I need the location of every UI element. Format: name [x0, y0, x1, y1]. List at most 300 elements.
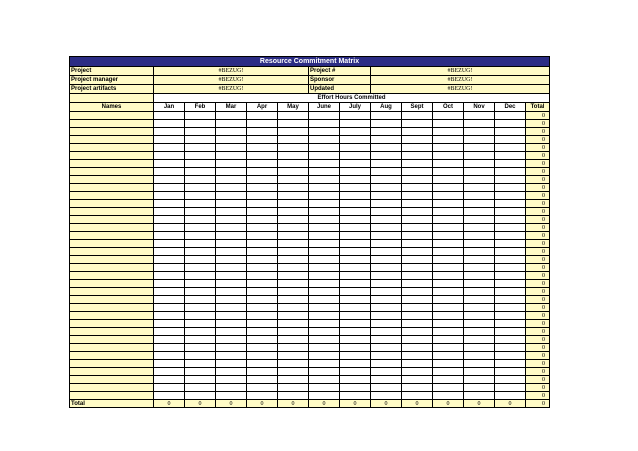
hours-cell[interactable]: [185, 296, 216, 304]
hours-cell[interactable]: [371, 208, 402, 216]
hours-cell[interactable]: [495, 120, 526, 128]
hours-cell[interactable]: [216, 128, 247, 136]
hours-cell[interactable]: [402, 360, 433, 368]
resource-name-cell[interactable]: [70, 288, 154, 296]
hours-cell[interactable]: [464, 360, 495, 368]
hours-cell[interactable]: [495, 272, 526, 280]
hours-cell[interactable]: [433, 248, 464, 256]
hours-cell[interactable]: [495, 152, 526, 160]
hours-cell[interactable]: [247, 152, 278, 160]
resource-name-cell[interactable]: [70, 176, 154, 184]
hours-cell[interactable]: [371, 328, 402, 336]
hours-cell[interactable]: [154, 304, 185, 312]
hours-cell[interactable]: [154, 368, 185, 376]
hours-cell[interactable]: [371, 272, 402, 280]
hours-cell[interactable]: [371, 200, 402, 208]
hours-cell[interactable]: [185, 128, 216, 136]
hours-cell[interactable]: [154, 280, 185, 288]
hours-cell[interactable]: [278, 304, 309, 312]
hours-cell[interactable]: [216, 256, 247, 264]
hours-cell[interactable]: [402, 304, 433, 312]
hours-cell[interactable]: [433, 304, 464, 312]
hours-cell[interactable]: [464, 320, 495, 328]
hours-cell[interactable]: [371, 376, 402, 384]
hours-cell[interactable]: [247, 144, 278, 152]
hours-cell[interactable]: [185, 264, 216, 272]
hours-cell[interactable]: [278, 200, 309, 208]
hours-cell[interactable]: [247, 288, 278, 296]
hours-cell[interactable]: [340, 112, 371, 120]
hours-cell[interactable]: [371, 248, 402, 256]
hours-cell[interactable]: [247, 296, 278, 304]
hours-cell[interactable]: [340, 352, 371, 360]
hours-cell[interactable]: [340, 264, 371, 272]
hours-cell[interactable]: [433, 224, 464, 232]
resource-name-cell[interactable]: [70, 224, 154, 232]
hours-cell[interactable]: [247, 256, 278, 264]
hours-cell[interactable]: [216, 216, 247, 224]
hours-cell[interactable]: [371, 368, 402, 376]
hours-cell[interactable]: [433, 296, 464, 304]
hours-cell[interactable]: [185, 280, 216, 288]
hours-cell[interactable]: [340, 128, 371, 136]
hours-cell[interactable]: [309, 328, 340, 336]
updated-value[interactable]: #BEZUG!: [371, 85, 550, 94]
hours-cell[interactable]: [402, 336, 433, 344]
hours-cell[interactable]: [309, 176, 340, 184]
hours-cell[interactable]: [402, 200, 433, 208]
hours-cell[interactable]: [247, 384, 278, 392]
hours-cell[interactable]: [340, 144, 371, 152]
hours-cell[interactable]: [309, 136, 340, 144]
hours-cell[interactable]: [340, 288, 371, 296]
hours-cell[interactable]: [185, 304, 216, 312]
hours-cell[interactable]: [433, 272, 464, 280]
hours-cell[interactable]: [278, 176, 309, 184]
hours-cell[interactable]: [464, 376, 495, 384]
hours-cell[interactable]: [247, 376, 278, 384]
hours-cell[interactable]: [433, 320, 464, 328]
hours-cell[interactable]: [402, 280, 433, 288]
hours-cell[interactable]: [464, 304, 495, 312]
hours-cell[interactable]: [247, 368, 278, 376]
resource-name-cell[interactable]: [70, 296, 154, 304]
hours-cell[interactable]: [402, 136, 433, 144]
hours-cell[interactable]: [278, 240, 309, 248]
hours-cell[interactable]: [278, 248, 309, 256]
hours-cell[interactable]: [340, 296, 371, 304]
hours-cell[interactable]: [433, 376, 464, 384]
hours-cell[interactable]: [433, 240, 464, 248]
hours-cell[interactable]: [247, 200, 278, 208]
hours-cell[interactable]: [247, 360, 278, 368]
hours-cell[interactable]: [278, 264, 309, 272]
hours-cell[interactable]: [495, 232, 526, 240]
hours-cell[interactable]: [309, 192, 340, 200]
hours-cell[interactable]: [278, 328, 309, 336]
hours-cell[interactable]: [402, 144, 433, 152]
hours-cell[interactable]: [278, 136, 309, 144]
hours-cell[interactable]: [495, 352, 526, 360]
hours-cell[interactable]: [433, 208, 464, 216]
hours-cell[interactable]: [247, 192, 278, 200]
hours-cell[interactable]: [402, 328, 433, 336]
hours-cell[interactable]: [278, 232, 309, 240]
hours-cell[interactable]: [216, 352, 247, 360]
hours-cell[interactable]: [154, 320, 185, 328]
hours-cell[interactable]: [340, 208, 371, 216]
hours-cell[interactable]: [247, 280, 278, 288]
hours-cell[interactable]: [340, 136, 371, 144]
hours-cell[interactable]: [309, 304, 340, 312]
hours-cell[interactable]: [309, 360, 340, 368]
hours-cell[interactable]: [340, 160, 371, 168]
hours-cell[interactable]: [464, 288, 495, 296]
hours-cell[interactable]: [371, 160, 402, 168]
hours-cell[interactable]: [464, 176, 495, 184]
hours-cell[interactable]: [433, 136, 464, 144]
resource-name-cell[interactable]: [70, 200, 154, 208]
hours-cell[interactable]: [309, 248, 340, 256]
hours-cell[interactable]: [216, 192, 247, 200]
hours-cell[interactable]: [340, 216, 371, 224]
hours-cell[interactable]: [309, 336, 340, 344]
hours-cell[interactable]: [154, 256, 185, 264]
hours-cell[interactable]: [495, 376, 526, 384]
hours-cell[interactable]: [216, 224, 247, 232]
hours-cell[interactable]: [278, 208, 309, 216]
hours-cell[interactable]: [185, 216, 216, 224]
hours-cell[interactable]: [247, 128, 278, 136]
hours-cell[interactable]: [154, 192, 185, 200]
hours-cell[interactable]: [154, 152, 185, 160]
hours-cell[interactable]: [464, 136, 495, 144]
hours-cell[interactable]: [402, 296, 433, 304]
hours-cell[interactable]: [402, 232, 433, 240]
hours-cell[interactable]: [433, 192, 464, 200]
hours-cell[interactable]: [278, 272, 309, 280]
hours-cell[interactable]: [402, 152, 433, 160]
hours-cell[interactable]: [185, 248, 216, 256]
hours-cell[interactable]: [371, 168, 402, 176]
hours-cell[interactable]: [309, 368, 340, 376]
hours-cell[interactable]: [402, 224, 433, 232]
hours-cell[interactable]: [185, 368, 216, 376]
hours-cell[interactable]: [464, 224, 495, 232]
resource-name-cell[interactable]: [70, 160, 154, 168]
hours-cell[interactable]: [185, 112, 216, 120]
hours-cell[interactable]: [309, 184, 340, 192]
hours-cell[interactable]: [247, 136, 278, 144]
project-number-value[interactable]: #BEZUG!: [371, 67, 550, 76]
hours-cell[interactable]: [402, 352, 433, 360]
hours-cell[interactable]: [495, 368, 526, 376]
hours-cell[interactable]: [371, 112, 402, 120]
hours-cell[interactable]: [247, 224, 278, 232]
hours-cell[interactable]: [216, 160, 247, 168]
hours-cell[interactable]: [402, 216, 433, 224]
hours-cell[interactable]: [185, 152, 216, 160]
hours-cell[interactable]: [371, 360, 402, 368]
hours-cell[interactable]: [247, 248, 278, 256]
hours-cell[interactable]: [154, 120, 185, 128]
hours-cell[interactable]: [247, 320, 278, 328]
hours-cell[interactable]: [278, 152, 309, 160]
hours-cell[interactable]: [495, 184, 526, 192]
hours-cell[interactable]: [309, 384, 340, 392]
hours-cell[interactable]: [185, 144, 216, 152]
hours-cell[interactable]: [433, 112, 464, 120]
resource-name-cell[interactable]: [70, 168, 154, 176]
hours-cell[interactable]: [247, 176, 278, 184]
hours-cell[interactable]: [340, 152, 371, 160]
hours-cell[interactable]: [433, 176, 464, 184]
hours-cell[interactable]: [247, 392, 278, 400]
hours-cell[interactable]: [216, 376, 247, 384]
hours-cell[interactable]: [340, 392, 371, 400]
hours-cell[interactable]: [464, 200, 495, 208]
hours-cell[interactable]: [402, 184, 433, 192]
hours-cell[interactable]: [309, 312, 340, 320]
hours-cell[interactable]: [247, 112, 278, 120]
hours-cell[interactable]: [495, 208, 526, 216]
hours-cell[interactable]: [216, 200, 247, 208]
hours-cell[interactable]: [216, 152, 247, 160]
hours-cell[interactable]: [185, 168, 216, 176]
hours-cell[interactable]: [433, 384, 464, 392]
hours-cell[interactable]: [402, 112, 433, 120]
hours-cell[interactable]: [185, 384, 216, 392]
hours-cell[interactable]: [371, 288, 402, 296]
hours-cell[interactable]: [154, 160, 185, 168]
hours-cell[interactable]: [154, 376, 185, 384]
hours-cell[interactable]: [278, 312, 309, 320]
hours-cell[interactable]: [309, 256, 340, 264]
hours-cell[interactable]: [464, 328, 495, 336]
hours-cell[interactable]: [278, 256, 309, 264]
resource-name-cell[interactable]: [70, 320, 154, 328]
hours-cell[interactable]: [185, 256, 216, 264]
hours-cell[interactable]: [495, 312, 526, 320]
hours-cell[interactable]: [464, 160, 495, 168]
hours-cell[interactable]: [402, 160, 433, 168]
hours-cell[interactable]: [309, 376, 340, 384]
hours-cell[interactable]: [278, 160, 309, 168]
hours-cell[interactable]: [464, 248, 495, 256]
hours-cell[interactable]: [216, 168, 247, 176]
hours-cell[interactable]: [216, 240, 247, 248]
hours-cell[interactable]: [433, 312, 464, 320]
hours-cell[interactable]: [464, 296, 495, 304]
project-value[interactable]: #BEZUG!: [154, 67, 309, 76]
hours-cell[interactable]: [309, 168, 340, 176]
hours-cell[interactable]: [371, 344, 402, 352]
hours-cell[interactable]: [185, 376, 216, 384]
hours-cell[interactable]: [278, 320, 309, 328]
hours-cell[interactable]: [309, 288, 340, 296]
hours-cell[interactable]: [154, 328, 185, 336]
hours-cell[interactable]: [464, 216, 495, 224]
hours-cell[interactable]: [154, 352, 185, 360]
hours-cell[interactable]: [433, 128, 464, 136]
hours-cell[interactable]: [340, 360, 371, 368]
hours-cell[interactable]: [433, 368, 464, 376]
hours-cell[interactable]: [340, 304, 371, 312]
hours-cell[interactable]: [495, 392, 526, 400]
hours-cell[interactable]: [185, 192, 216, 200]
hours-cell[interactable]: [154, 136, 185, 144]
hours-cell[interactable]: [495, 296, 526, 304]
resource-name-cell[interactable]: [70, 352, 154, 360]
hours-cell[interactable]: [216, 112, 247, 120]
hours-cell[interactable]: [185, 208, 216, 216]
hours-cell[interactable]: [402, 256, 433, 264]
hours-cell[interactable]: [340, 368, 371, 376]
resource-name-cell[interactable]: [70, 336, 154, 344]
hours-cell[interactable]: [216, 360, 247, 368]
hours-cell[interactable]: [433, 216, 464, 224]
hours-cell[interactable]: [278, 280, 309, 288]
hours-cell[interactable]: [495, 176, 526, 184]
hours-cell[interactable]: [495, 304, 526, 312]
hours-cell[interactable]: [278, 336, 309, 344]
resource-name-cell[interactable]: [70, 144, 154, 152]
hours-cell[interactable]: [464, 368, 495, 376]
hours-cell[interactable]: [371, 152, 402, 160]
hours-cell[interactable]: [216, 368, 247, 376]
hours-cell[interactable]: [216, 384, 247, 392]
hours-cell[interactable]: [216, 176, 247, 184]
hours-cell[interactable]: [216, 232, 247, 240]
hours-cell[interactable]: [433, 392, 464, 400]
hours-cell[interactable]: [154, 112, 185, 120]
hours-cell[interactable]: [216, 136, 247, 144]
resource-name-cell[interactable]: [70, 248, 154, 256]
hours-cell[interactable]: [309, 232, 340, 240]
hours-cell[interactable]: [154, 296, 185, 304]
hours-cell[interactable]: [185, 360, 216, 368]
hours-cell[interactable]: [495, 256, 526, 264]
hours-cell[interactable]: [433, 232, 464, 240]
resource-name-cell[interactable]: [70, 280, 154, 288]
hours-cell[interactable]: [402, 368, 433, 376]
resource-name-cell[interactable]: [70, 312, 154, 320]
hours-cell[interactable]: [216, 120, 247, 128]
resource-name-cell[interactable]: [70, 272, 154, 280]
hours-cell[interactable]: [340, 120, 371, 128]
hours-cell[interactable]: [309, 392, 340, 400]
hours-cell[interactable]: [309, 280, 340, 288]
hours-cell[interactable]: [154, 336, 185, 344]
hours-cell[interactable]: [309, 144, 340, 152]
hours-cell[interactable]: [216, 328, 247, 336]
hours-cell[interactable]: [464, 184, 495, 192]
resource-name-cell[interactable]: [70, 128, 154, 136]
hours-cell[interactable]: [464, 336, 495, 344]
hours-cell[interactable]: [433, 288, 464, 296]
hours-cell[interactable]: [495, 160, 526, 168]
hours-cell[interactable]: [464, 256, 495, 264]
hours-cell[interactable]: [247, 208, 278, 216]
hours-cell[interactable]: [309, 160, 340, 168]
hours-cell[interactable]: [216, 264, 247, 272]
resource-name-cell[interactable]: [70, 232, 154, 240]
hours-cell[interactable]: [309, 320, 340, 328]
hours-cell[interactable]: [464, 392, 495, 400]
hours-cell[interactable]: [154, 264, 185, 272]
hours-cell[interactable]: [216, 296, 247, 304]
hours-cell[interactable]: [495, 216, 526, 224]
hours-cell[interactable]: [402, 128, 433, 136]
hours-cell[interactable]: [340, 344, 371, 352]
hours-cell[interactable]: [340, 256, 371, 264]
hours-cell[interactable]: [309, 128, 340, 136]
hours-cell[interactable]: [309, 216, 340, 224]
hours-cell[interactable]: [433, 144, 464, 152]
hours-cell[interactable]: [371, 392, 402, 400]
hours-cell[interactable]: [247, 272, 278, 280]
hours-cell[interactable]: [278, 128, 309, 136]
hours-cell[interactable]: [216, 344, 247, 352]
hours-cell[interactable]: [185, 336, 216, 344]
resource-name-cell[interactable]: [70, 264, 154, 272]
hours-cell[interactable]: [495, 344, 526, 352]
hours-cell[interactable]: [278, 120, 309, 128]
hours-cell[interactable]: [154, 232, 185, 240]
hours-cell[interactable]: [371, 232, 402, 240]
hours-cell[interactable]: [216, 392, 247, 400]
hours-cell[interactable]: [247, 328, 278, 336]
hours-cell[interactable]: [247, 312, 278, 320]
hours-cell[interactable]: [309, 208, 340, 216]
hours-cell[interactable]: [309, 272, 340, 280]
hours-cell[interactable]: [278, 184, 309, 192]
hours-cell[interactable]: [495, 240, 526, 248]
hours-cell[interactable]: [495, 320, 526, 328]
hours-cell[interactable]: [216, 320, 247, 328]
hours-cell[interactable]: [495, 328, 526, 336]
hours-cell[interactable]: [371, 352, 402, 360]
hours-cell[interactable]: [464, 168, 495, 176]
hours-cell[interactable]: [433, 152, 464, 160]
resource-name-cell[interactable]: [70, 344, 154, 352]
hours-cell[interactable]: [185, 352, 216, 360]
hours-cell[interactable]: [216, 288, 247, 296]
hours-cell[interactable]: [216, 248, 247, 256]
hours-cell[interactable]: [216, 184, 247, 192]
hours-cell[interactable]: [371, 136, 402, 144]
hours-cell[interactable]: [154, 128, 185, 136]
hours-cell[interactable]: [495, 384, 526, 392]
hours-cell[interactable]: [309, 120, 340, 128]
resource-name-cell[interactable]: [70, 256, 154, 264]
hours-cell[interactable]: [247, 240, 278, 248]
hours-cell[interactable]: [154, 216, 185, 224]
hours-cell[interactable]: [154, 200, 185, 208]
hours-cell[interactable]: [309, 240, 340, 248]
resource-name-cell[interactable]: [70, 376, 154, 384]
hours-cell[interactable]: [464, 312, 495, 320]
hours-cell[interactable]: [247, 336, 278, 344]
hours-cell[interactable]: [340, 176, 371, 184]
hours-cell[interactable]: [309, 224, 340, 232]
hours-cell[interactable]: [216, 272, 247, 280]
hours-cell[interactable]: [278, 168, 309, 176]
hours-cell[interactable]: [340, 272, 371, 280]
hours-cell[interactable]: [402, 240, 433, 248]
hours-cell[interactable]: [371, 240, 402, 248]
hours-cell[interactable]: [309, 152, 340, 160]
